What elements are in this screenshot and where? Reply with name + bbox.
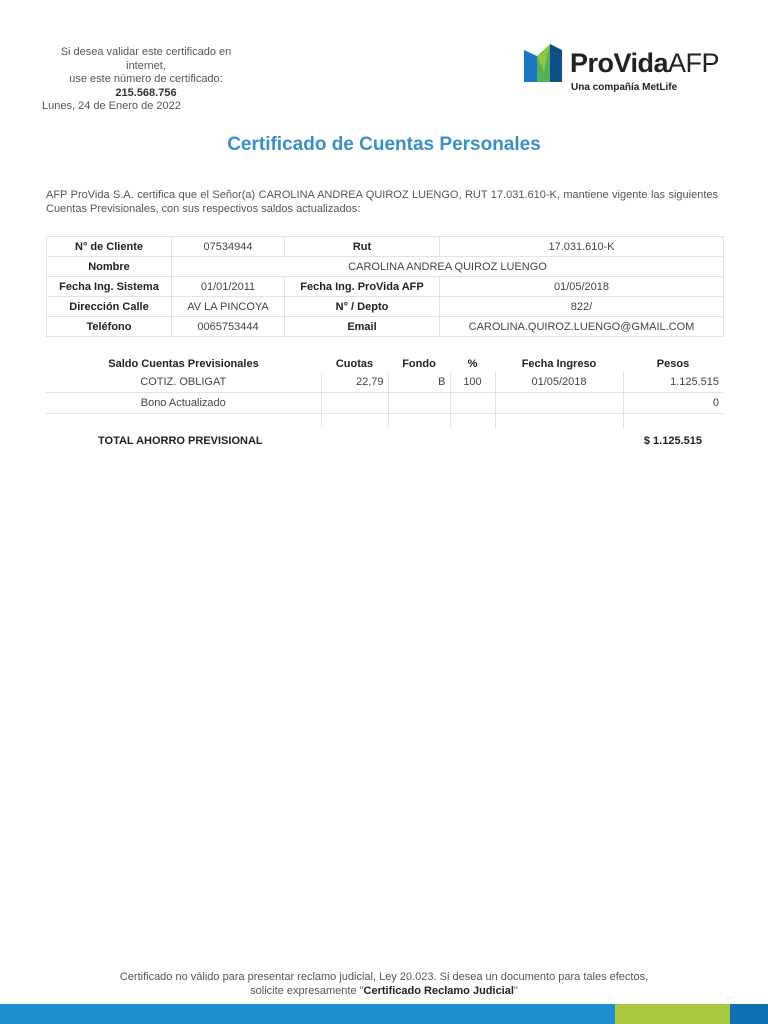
- account-name: COTIZ. OBLIGAT: [46, 372, 321, 393]
- column-header: Fondo: [402, 358, 436, 370]
- table-row: [47, 277, 724, 297]
- account-name: Bono Actualizado: [46, 393, 321, 414]
- footer-bar-blue: [0, 1004, 615, 1024]
- footer-line-2: [0, 984, 768, 998]
- name-label: Nombre: [47, 257, 172, 277]
- provida-logo-icon: [524, 44, 562, 82]
- percent-value: 100: [450, 372, 495, 393]
- footer-line-2-bold: Certificado Reclamo Judicial: [363, 985, 514, 997]
- afp-date-label: Fecha Ing. ProVida AFP: [285, 277, 440, 297]
- footer-bar-navy: [730, 1004, 768, 1024]
- email-label: Email: [285, 317, 440, 337]
- unit-value: 822/: [440, 297, 724, 317]
- shares-value: 22,79: [321, 372, 388, 393]
- footer-color-bar: [0, 1004, 768, 1024]
- table-header-row: [46, 356, 723, 372]
- email-value: CAROLINA.QUIROZ.LUENGO@GMAIL.COM: [440, 317, 724, 337]
- table-row: [47, 237, 724, 257]
- balances-table: [46, 356, 723, 428]
- brand-name-bold: ProVida: [570, 48, 669, 78]
- phone-label: Teléfono: [47, 317, 172, 337]
- phone-value: 0065753444: [172, 317, 285, 337]
- column-header: Cuotas: [335, 358, 374, 370]
- percent-value: [450, 393, 495, 414]
- table-row: [46, 393, 723, 414]
- pesos-value: 0: [623, 393, 723, 414]
- footer-line-2-post: ": [513, 985, 518, 997]
- page-title: Certificado de Cuentas Personales: [227, 134, 541, 155]
- entry-date-value: 01/05/2018: [495, 372, 623, 393]
- column-header: Pesos: [656, 358, 690, 370]
- address-label: Dirección Calle: [47, 297, 172, 317]
- shares-value: [321, 393, 388, 414]
- column-header: Saldo Cuentas Previsionales: [108, 358, 259, 370]
- footer-note: [0, 970, 768, 998]
- table-row: [47, 257, 724, 277]
- unit-label: N° / Depto: [285, 297, 440, 317]
- entry-date-value: [495, 393, 623, 414]
- name-value: CAROLINA ANDREA QUIROZ LUENGO: [172, 257, 724, 277]
- rut-label: Rut: [285, 237, 440, 257]
- provida-logo: [524, 44, 729, 96]
- client-number-value: 07534944: [172, 237, 285, 257]
- certificate-number: 215.568.756: [115, 86, 177, 99]
- client-info-table: [46, 236, 724, 337]
- table-row: [46, 372, 723, 393]
- table-row: [47, 297, 724, 317]
- afp-date-value: 01/05/2018: [440, 277, 724, 297]
- footer-line-1: Certificado no válido para presentar reclamo judicial, Ley 20.023. Si desea un documento para tales efectos,: [119, 971, 649, 983]
- brand-name-light: AFP: [668, 48, 720, 78]
- system-date-label: Fecha Ing. Sistema: [47, 277, 172, 297]
- address-value: AV LA PINCOYA: [172, 297, 285, 317]
- validation-note: [42, 46, 250, 114]
- fund-value: [388, 393, 450, 414]
- validation-instruction: Si desea validar este certificado en internet,: [60, 46, 232, 72]
- table-spacer-row: [46, 414, 723, 429]
- total-value: $ 1.125.515: [643, 435, 702, 447]
- system-date-value: 01/01/2011: [172, 277, 285, 297]
- validation-instruction-2: use este número de certificado:: [69, 73, 223, 85]
- fund-value: B: [388, 372, 450, 393]
- column-header: Fecha Ingreso: [521, 358, 597, 370]
- issue-date: Lunes, 24 de Enero de 2022: [42, 100, 181, 112]
- intro-paragraph: AFP ProVida S.A. certifica que el Señor(a) CAROLINA ANDREA QUIROZ LUENGO, RUT 17.031.610-K, mantiene vigente las siguientes Cuentas Previsionales, con sus respectivos saldos actualizados:: [46, 189, 718, 215]
- footer-line-2-pre: solicite expresamente ": [250, 985, 364, 997]
- brand-tagline: Una compañía MetLife: [571, 82, 678, 93]
- column-header: %: [467, 358, 478, 370]
- table-row: [47, 317, 724, 337]
- pesos-value: 1.125.515: [623, 372, 723, 393]
- rut-value: 17.031.610-K: [440, 237, 724, 257]
- footer-bar-green: [615, 1004, 730, 1024]
- client-number-label: N° de Cliente: [47, 237, 172, 257]
- brand-name: [570, 48, 719, 78]
- total-label: TOTAL AHORRO PREVISIONAL: [98, 435, 263, 447]
